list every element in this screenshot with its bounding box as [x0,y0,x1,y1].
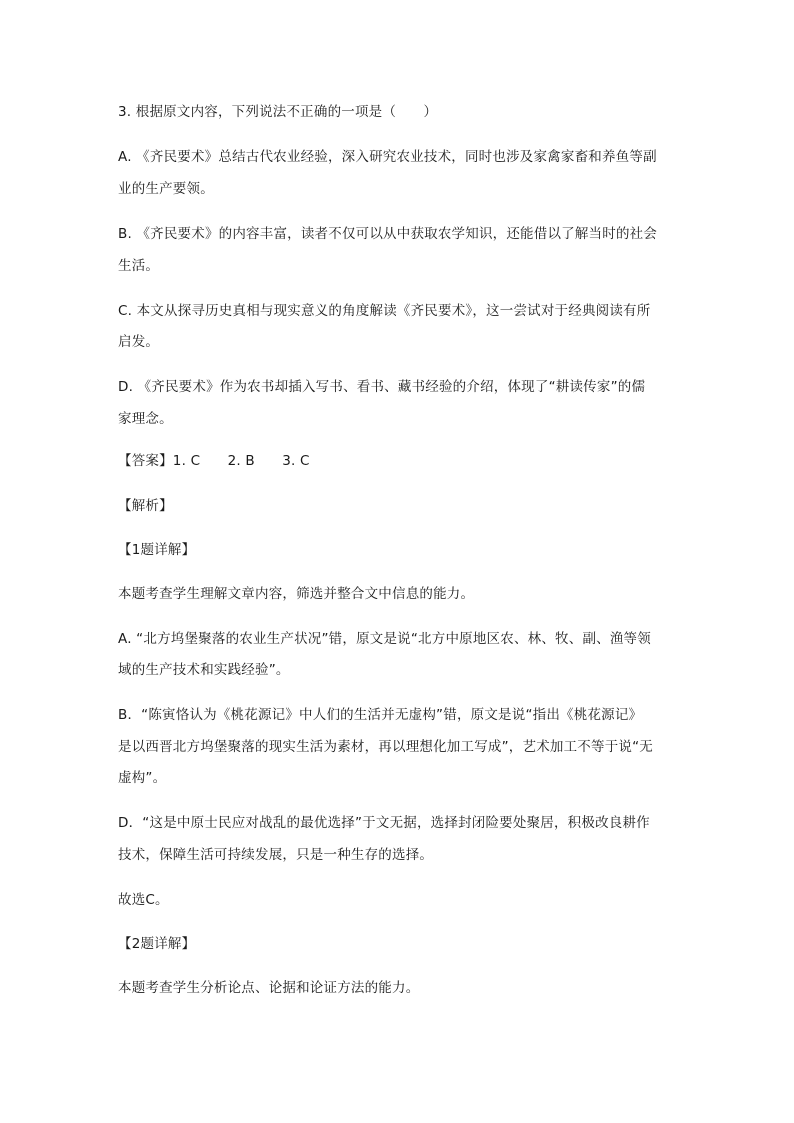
q1-a-line-2: 域的生产技术和实践经验”。 [118,662,290,678]
q1-detail-heading: 【1题详解】 [118,542,196,558]
q1-b-line-2: 是以西晋北方坞堡聚落的现实生活为素材，再以理想化加工写成”，艺术加工不等于说“无 [118,739,653,755]
q1-a-line-1: A. “北方坞堡聚落的农业生产状况”错，原文是说“北方中原地区农、林、牧、副、渔等领 [118,631,651,647]
answer-line: 【答案】1. C 2. B 3. C [118,453,310,469]
option-b-line-1: B. 《齐民要术》的内容丰富，读者不仅可以从中获取农学知识，还能借以了解当时的社会 [118,226,658,242]
question-3-stem: 3. 根据原文内容，下列说法不正确的一项是（ ） [118,104,438,120]
option-a-line-1: A. 《齐民要术》总结古代农业经验，深入研究农业技术，同时也涉及家禽家畜和养鱼等副 [118,149,657,165]
option-c-line-1: C. 本文从探寻历史真相与现实意义的角度解读《齐民要术》，这一尝试对于经典阅读有所 [118,303,651,319]
option-d-line-1: D. 《齐民要术》作为农书却插入写书、看书、藏书经验的介绍，体现了“耕读传家”的儒 [118,379,646,395]
q2-detail-heading: 【2题详解】 [118,936,196,952]
option-b-line-2: 生活。 [118,258,160,274]
q1-b-line-3: 虚构”。 [118,770,167,786]
q1-b-line-1: B．“陈寅恪认为《桃花源记》中人们的生活并无虚构”错，原文是说“指出《桃花源记》 [118,707,643,723]
q1-intro: 本题考查学生理解文章内容，筛选并整合文中信息的能力。 [118,586,475,602]
analysis-heading: 【解析】 [118,498,173,514]
q2-intro: 本题考查学生分析论点、论据和论证方法的能力。 [118,980,420,996]
q1-d-line-2: 技术，保障生活可持续发展，只是一种生存的选择。 [118,847,434,863]
option-d-line-2: 家理念。 [118,411,173,427]
option-a-line-2: 业的生产要领。 [118,181,214,197]
q1-d-line-1: D．“这是中原士民应对战乱的最优选择”于文无据，选择封闭险要处聚居，积极改良耕作 [118,815,650,831]
option-c-line-2: 启发。 [118,334,160,350]
q1-conclusion: 故选C。 [118,892,169,908]
